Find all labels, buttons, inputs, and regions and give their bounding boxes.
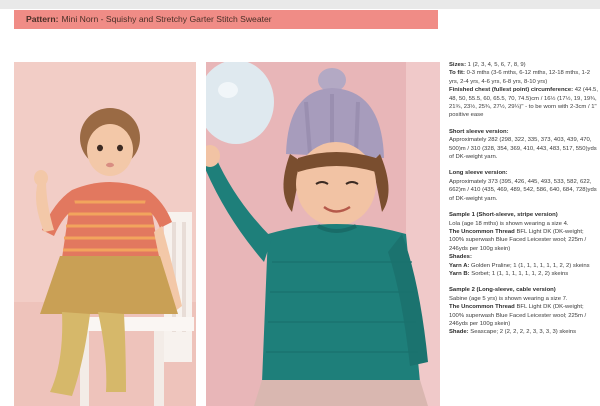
toddler-photo: [14, 62, 196, 406]
to-fit-value: 0-3 mths (3-6 mths, 6-12 mths, 12-18 mths, 1-2 yrs, 2-4 yrs, 4-6 yrs, 6-8 yrs, 8-10 yrs): [449, 70, 590, 85]
short-sleeve-heading: Short sleeve version:: [449, 128, 509, 135]
sample1-yarn: BFL Light DK (DK-weight; 100% superwash Blue Faced Leicester wool; 225m / 246yds per 100g skein): [449, 228, 587, 252]
shade-line: [449, 328, 599, 336]
sample2-heading: Sample 2 (Long-sleeve, cable version): [449, 287, 556, 294]
shade-label: Shade:: [449, 329, 469, 336]
pattern-label: Pattern:: [26, 14, 59, 24]
to-fit-label: To fit:: [449, 70, 465, 77]
sizes-line: [449, 61, 599, 69]
to-fit-line: [449, 69, 599, 86]
pattern-title: Mini Norn - Squishy and Stretchy Garter Stitch Sweater: [61, 14, 272, 24]
pattern-title-banner: [14, 10, 438, 29]
yarn-a-line: [449, 262, 599, 270]
child-photo: [206, 62, 440, 406]
shades-label: Shades:: [449, 254, 472, 261]
shade-value: Seascape; 2 (2, 2, 2, 2, 3, 3, 3, 3) skeins: [470, 329, 577, 336]
pattern-specifications: [449, 61, 599, 337]
yarn-b-value: Sorbet; 1 (1, 1, 1, 1, 1, 1, 2, 2) skeins: [471, 270, 569, 277]
sample2-yarn-line: [449, 303, 599, 328]
sample2-yarn: BFL Light DK (DK-weight; 100% superwash Blue Faced Leicester wool; 225m / 246yds per 100g skein): [449, 304, 587, 327]
yarn-a-label: Yarn A:: [449, 262, 470, 269]
yarn-b-line: [449, 270, 599, 278]
long-sleeve-yardage: Approximately 373 (395, 426, 445, 493, 533, 582, 622, 662)m / 410 (435, 469, 489, 542, 586, 640, 684, 728)yds of DK-weight yarn.: [449, 178, 597, 202]
sample1-yarn-line: [449, 228, 599, 253]
page-top-strip: [0, 0, 600, 9]
sample1-brand: The Uncommon Thread: [449, 228, 515, 235]
short-sleeve-yardage: Approximately 282 (298, 322, 335, 373, 403, 439, 470, 500)m / 310 (328, 354, 369, 410, 443, 483, 517, 550)yds of DK-weight yarn.: [449, 137, 597, 161]
sample1-model: Lola (age 18 mths) is shown wearing a size 4.: [449, 220, 569, 227]
sizes-value: 1 (2, 3, 4, 5, 6, 7, 8, 9): [467, 62, 526, 68]
sample1-heading: Sample 1 (Short-sleeve, stripe version): [449, 212, 558, 219]
sizes-label: Sizes:: [449, 62, 467, 68]
toddler-photo-illustration: [14, 62, 196, 406]
chest-value: 42 (44.5, 48, 50, 55.5, 60, 65.5, 70, 74.5)cm / 16½ (17½, 19, 19¾, 21¾, 23½, 25¾, 27½, 29¼)" - to be worn with 2-3cm / 1" positive ease: [449, 87, 598, 119]
long-sleeve-heading: Long sleeve version:: [449, 170, 508, 177]
child-photo-illustration: [206, 62, 440, 406]
sample2-model: Sabine (age 5 yrs) is shown wearing a size 7.: [449, 295, 568, 302]
yarn-a-value: Golden Praline; 1 (1, 1, 1, 1, 1, 1, 2, 2) skeins: [471, 262, 590, 269]
yarn-b-label: Yarn B:: [449, 270, 470, 277]
sample2-brand: The Uncommon Thread: [449, 304, 515, 311]
chest-line: [449, 86, 599, 120]
chest-label: Finished chest (fullest point) circumference:: [449, 87, 574, 94]
